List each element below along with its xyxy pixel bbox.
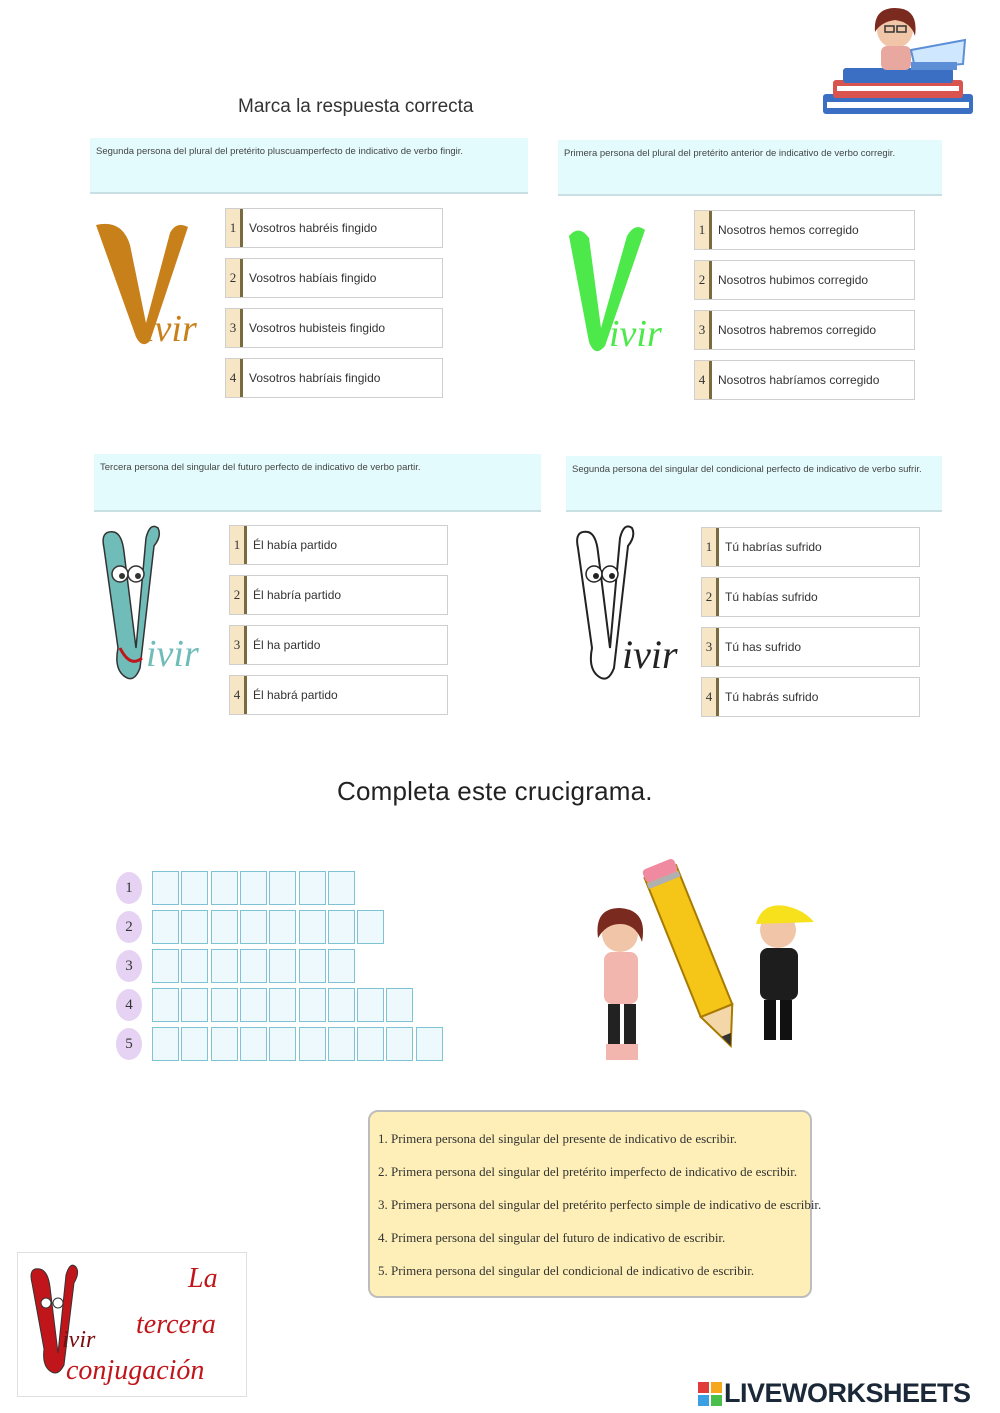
crossword-cell[interactable] bbox=[152, 988, 179, 1022]
question-2-option-1[interactable] bbox=[694, 210, 915, 250]
svg-text:tercera: tercera bbox=[136, 1309, 216, 1340]
crossword-cell[interactable] bbox=[299, 949, 326, 983]
crossword-row-number: 3 bbox=[116, 950, 142, 982]
crossword-cell[interactable] bbox=[152, 1027, 179, 1061]
option-number: 2 bbox=[695, 261, 712, 299]
option-text: Él había partido bbox=[253, 538, 338, 552]
option-number: 3 bbox=[226, 309, 243, 347]
crossword-cell[interactable] bbox=[416, 1027, 443, 1061]
clue-5: 5. Primera persona del singular del condicional de indicativo de escribir. bbox=[378, 1263, 755, 1278]
crossword-cell[interactable] bbox=[211, 910, 238, 944]
option-number: 1 bbox=[695, 211, 712, 249]
option-number: 4 bbox=[230, 676, 247, 714]
option-text: Él ha partido bbox=[253, 638, 321, 652]
question-3-option-2[interactable] bbox=[229, 575, 448, 615]
question-4-option-1[interactable] bbox=[701, 527, 920, 567]
clue-2: 2. Primera persona del singular del pretérito imperfecto de indicativo de escribir. bbox=[378, 1164, 798, 1179]
crossword-row-number: 1 bbox=[116, 872, 142, 904]
option-number: 4 bbox=[695, 361, 712, 399]
crossword-cell[interactable] bbox=[269, 949, 296, 983]
crossword-cell[interactable] bbox=[181, 988, 208, 1022]
clue-1: 1. Primera persona del singular del presente de indicativo de escribir. bbox=[378, 1131, 737, 1146]
option-number: 3 bbox=[695, 311, 712, 349]
option-text: Nosotros hemos corregido bbox=[718, 223, 859, 237]
option-text: Tú has sufrido bbox=[725, 640, 802, 654]
question-2-option-3[interactable] bbox=[694, 310, 915, 350]
question-2-option-2[interactable] bbox=[694, 260, 915, 300]
option-number: 1 bbox=[230, 526, 247, 564]
crossword-cell[interactable] bbox=[211, 871, 238, 905]
crossword-cell[interactable] bbox=[181, 1027, 208, 1061]
clue-3: 3. Primera persona del singular del pretérito perfecto simple de indicativo de escribir. bbox=[378, 1197, 822, 1212]
question-3-option-1[interactable] bbox=[229, 525, 448, 565]
crossword-row-number: 4 bbox=[116, 989, 142, 1021]
crossword-cell[interactable] bbox=[328, 988, 355, 1022]
crossword-cell[interactable] bbox=[328, 910, 355, 944]
question-2-prompt: Primera persona del plural del pretérito anterior de indicativo de verbo corregir. bbox=[558, 140, 942, 196]
option-text: Tú habrías sufrido bbox=[725, 540, 822, 554]
crossword-cell[interactable] bbox=[357, 1027, 384, 1061]
option-text: Nosotros habríamos corregido bbox=[718, 373, 880, 387]
option-text: Vosotros hubisteis fingido bbox=[249, 321, 386, 335]
svg-text:ivir: ivir bbox=[146, 633, 199, 675]
option-text: Vosotros habréis fingido bbox=[249, 221, 378, 235]
question-4-prompt: Segunda persona del singular del condicional perfecto de indicativo de verbo sufrir. bbox=[566, 456, 942, 512]
question-3-option-4[interactable] bbox=[229, 675, 448, 715]
question-3-option-3[interactable] bbox=[229, 625, 448, 665]
question-1-option-2[interactable] bbox=[225, 258, 443, 298]
crossword-row-number: 5 bbox=[116, 1028, 142, 1060]
vivir-logo-4 bbox=[570, 518, 690, 691]
crossword-row-number: 2 bbox=[116, 911, 142, 943]
svg-text:ivir: ivir bbox=[609, 313, 662, 354]
pencil-avatars-illustration bbox=[582, 858, 832, 1064]
option-number: 3 bbox=[230, 626, 247, 664]
crossword-cell[interactable] bbox=[269, 1027, 296, 1061]
crossword-cell[interactable] bbox=[328, 949, 355, 983]
footer-logo bbox=[17, 1252, 247, 1397]
clue-4: 4. Primera persona del singular del futuro de indicativo de escribir. bbox=[378, 1230, 726, 1245]
crossword-cell[interactable] bbox=[299, 871, 326, 905]
question-1-option-1[interactable] bbox=[225, 208, 443, 248]
option-text: Nosotros hubimos corregido bbox=[718, 273, 869, 287]
crossword-cell[interactable] bbox=[240, 949, 267, 983]
question-3-prompt: Tercera persona del singular del futuro perfecto de indicativo de verbo partir. bbox=[94, 454, 541, 512]
question-4-option-3[interactable] bbox=[701, 627, 920, 667]
crossword-clues bbox=[368, 1110, 822, 1298]
crossword-cell[interactable] bbox=[269, 910, 296, 944]
crossword-cell[interactable] bbox=[152, 949, 179, 983]
vivir-logo-2 bbox=[565, 222, 680, 359]
question-4-option-4[interactable] bbox=[701, 677, 920, 717]
crossword-cell[interactable] bbox=[240, 910, 267, 944]
option-text: Vosotros habríais fingido bbox=[249, 371, 381, 385]
option-number: 1 bbox=[702, 528, 719, 566]
option-number: 1 bbox=[226, 209, 243, 247]
crossword-cell[interactable] bbox=[240, 988, 267, 1022]
svg-text:conjugación: conjugación bbox=[66, 1355, 205, 1386]
option-text: Él habría partido bbox=[253, 588, 342, 602]
crossword-cell[interactable] bbox=[328, 871, 355, 905]
crossword-cell[interactable] bbox=[240, 1027, 267, 1061]
vivir-logo-3 bbox=[96, 518, 211, 691]
crossword-cell[interactable] bbox=[299, 988, 326, 1022]
crossword-cell[interactable] bbox=[152, 871, 179, 905]
option-number: 4 bbox=[702, 678, 719, 716]
question-2-option-4[interactable] bbox=[694, 360, 915, 400]
option-text: Tú habías sufrido bbox=[725, 590, 818, 604]
liveworksheets-brand bbox=[698, 1378, 971, 1409]
svg-text:ivir: ivir bbox=[622, 632, 678, 677]
option-text: Él habrá partido bbox=[253, 688, 338, 702]
question-1-option-3[interactable] bbox=[225, 308, 443, 348]
crossword-cell[interactable] bbox=[181, 949, 208, 983]
option-number: 4 bbox=[226, 359, 243, 397]
vivir-logo-1 bbox=[92, 215, 207, 350]
crossword-cell[interactable] bbox=[240, 871, 267, 905]
crossword-cell[interactable] bbox=[357, 910, 384, 944]
question-1-option-4[interactable] bbox=[225, 358, 443, 398]
crossword-cell[interactable] bbox=[299, 1027, 326, 1061]
crossword-cell[interactable] bbox=[299, 910, 326, 944]
crossword-cell[interactable] bbox=[269, 871, 296, 905]
option-number: 2 bbox=[702, 578, 719, 616]
section-title-mark: Marca la respuesta correcta bbox=[238, 96, 474, 117]
question-1-prompt: Segunda persona del plural del pretérito pluscuamperfecto de indicativo de verbo fingir. bbox=[90, 138, 528, 194]
option-text: Tú habrás sufrido bbox=[725, 690, 819, 704]
section-title-crossword: Completa este crucigrama. bbox=[337, 776, 653, 806]
svg-text:ivir: ivir bbox=[62, 1327, 96, 1353]
option-number: 3 bbox=[702, 628, 719, 666]
crossword-cell[interactable] bbox=[328, 1027, 355, 1061]
crossword-cell[interactable] bbox=[181, 871, 208, 905]
question-4-option-2[interactable] bbox=[701, 577, 920, 617]
crossword-cell[interactable] bbox=[386, 988, 413, 1022]
option-number: 2 bbox=[226, 259, 243, 297]
brand-name: LIVEWORKSHEETS bbox=[724, 1378, 971, 1408]
liveworksheets-logo-icon bbox=[698, 1382, 722, 1406]
option-text: Vosotros habíais fingido bbox=[249, 271, 377, 285]
reading-avatar-illustration bbox=[815, 2, 985, 130]
option-text: Nosotros habremos corregido bbox=[718, 323, 877, 337]
crossword-cell[interactable] bbox=[357, 988, 384, 1022]
svg-text:La: La bbox=[188, 1263, 218, 1294]
svg-text:ivir: ivir bbox=[144, 308, 197, 345]
crossword-cell[interactable] bbox=[211, 988, 238, 1022]
option-number: 2 bbox=[230, 576, 247, 614]
crossword-cell[interactable] bbox=[181, 910, 208, 944]
crossword-cell[interactable] bbox=[211, 1027, 238, 1061]
crossword-cell[interactable] bbox=[386, 1027, 413, 1061]
crossword-cell[interactable] bbox=[269, 988, 296, 1022]
crossword-cell[interactable] bbox=[211, 949, 238, 983]
crossword-cell[interactable] bbox=[152, 910, 179, 944]
